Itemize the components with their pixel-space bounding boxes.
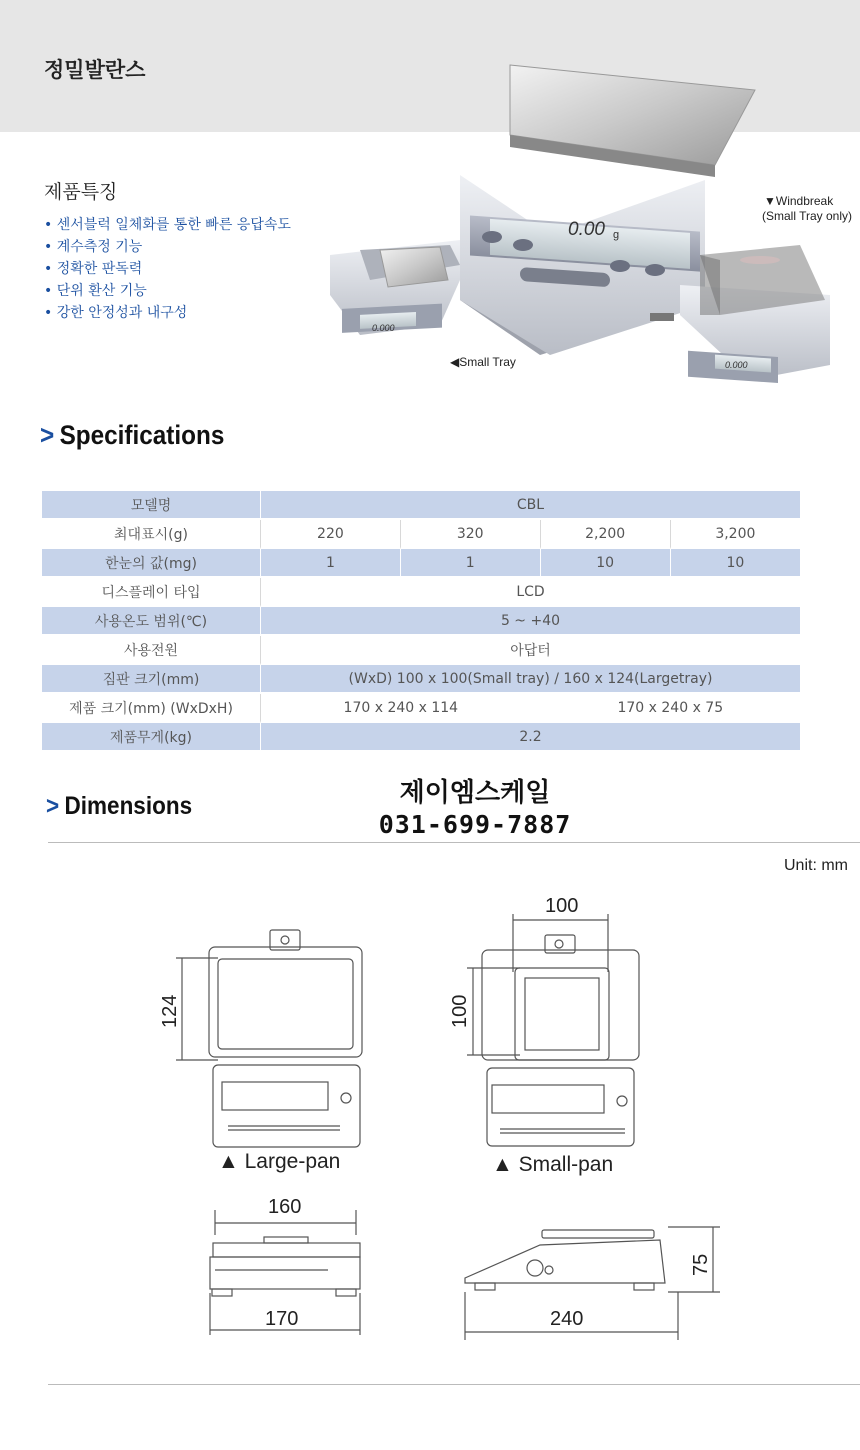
row-value: CBL <box>261 491 801 520</box>
large-pan-drawing <box>176 930 362 1147</box>
small-display-reading: 0.000 <box>372 323 395 333</box>
row-value: 1 <box>261 549 401 578</box>
row-value: 320 <box>401 520 541 549</box>
feature-item: • 단위 환산 기능 <box>44 280 291 302</box>
row-value: 170 x 240 x 75 <box>541 694 801 723</box>
features-title: 제품특징 <box>44 181 118 203</box>
specifications-heading <box>40 420 224 451</box>
row-value: 170 x 240 x 114 <box>261 694 541 723</box>
row-value: 1 <box>401 549 541 578</box>
front-width-top-label: 160 <box>268 1196 302 1218</box>
dimensions-heading <box>46 792 192 821</box>
table-row <box>42 607 801 636</box>
display-reading: 0.00 <box>568 219 605 240</box>
row-label: 사용온도 범위(℃) <box>42 607 261 636</box>
row-label: 제품 크기(mm) (WxDxH) <box>42 694 261 723</box>
row-label: 모델명 <box>42 491 261 520</box>
company-info <box>370 776 580 840</box>
row-value: 10 <box>541 549 671 578</box>
small-pan-drawing <box>467 914 639 1146</box>
row-value: LCD <box>261 578 801 607</box>
small-depth-label: 100 <box>449 994 471 1028</box>
windbreak-caption: ▼Windbreak <box>764 194 834 208</box>
windbreak-caption-sub: (Small Tray only) <box>762 209 853 223</box>
page-title: 정밀발란스 <box>44 58 146 82</box>
feature-item: • 센서블럭 일체화를 통한 빠른 응답속도 <box>44 214 291 236</box>
divider <box>48 842 860 843</box>
company-phone: 031-699-7887 <box>378 810 572 839</box>
row-value: 3,200 <box>671 520 801 549</box>
dimension-drawings <box>0 880 860 1350</box>
small-width-label: 100 <box>545 895 579 917</box>
row-value: (WxD) 100 x 100(Small tray) / 160 x 124(Largetray) <box>261 665 801 694</box>
table-row <box>42 491 801 520</box>
feature-item: • 계수측정 기능 <box>44 236 291 258</box>
windbreak-display-reading: 0.000 <box>725 360 748 370</box>
table-row <box>42 694 801 723</box>
table-row <box>42 665 801 694</box>
small-tray-caption: ◀Small Tray <box>450 355 516 369</box>
row-value: 220 <box>261 520 401 549</box>
large-pan-caption: ▲ Large-pan <box>218 1150 341 1173</box>
windbreak-balance-image <box>680 245 830 383</box>
row-label: 한눈의 값(mg) <box>42 549 261 578</box>
row-label: 사용전원 <box>42 636 261 665</box>
row-label: 제품무게(kg) <box>42 723 261 752</box>
company-name: 제이엠스케일 <box>399 778 551 808</box>
table-row <box>42 723 801 752</box>
display-unit: g <box>613 229 620 241</box>
product-illustration <box>320 55 860 385</box>
row-value: 아답터 <box>261 636 801 665</box>
specifications-heading-text: Specifications <box>59 420 225 450</box>
row-label: 최대표시(g) <box>42 520 261 549</box>
row-label: 짐판 크기(mm) <box>42 665 261 694</box>
side-depth-label: 240 <box>550 1308 584 1330</box>
row-value: 2.2 <box>261 723 801 752</box>
table-row <box>42 578 801 607</box>
small-tray-balance-image <box>330 240 460 335</box>
front-width-bottom-label: 170 <box>265 1308 299 1330</box>
table-row <box>42 520 801 549</box>
row-value: 2,200 <box>541 520 671 549</box>
dimensions-heading-text: Dimensions <box>64 792 193 820</box>
divider <box>48 1384 860 1385</box>
feature-item: • 정확한 판독력 <box>44 258 291 280</box>
side-height-label: 75 <box>690 1253 712 1276</box>
small-pan-caption: ▲ Small-pan <box>492 1153 614 1176</box>
table-row <box>42 549 801 578</box>
row-value: 10 <box>671 549 801 578</box>
heading-arrow-icon: > <box>46 792 60 820</box>
large-depth-label: 124 <box>159 994 181 1028</box>
side-view-drawing <box>465 1227 720 1340</box>
heading-arrow-icon: > <box>40 420 55 450</box>
row-value: 5 ~ +40 <box>261 607 801 636</box>
unit-label: Unit: mm <box>784 857 848 874</box>
table-row <box>42 636 801 665</box>
spec-table <box>42 491 801 752</box>
feature-item: • 강한 안정성과 내구성 <box>44 302 291 324</box>
brand-label: CAS <box>498 184 524 198</box>
row-label: 디스플레이 타입 <box>42 578 261 607</box>
feature-list <box>44 214 291 324</box>
